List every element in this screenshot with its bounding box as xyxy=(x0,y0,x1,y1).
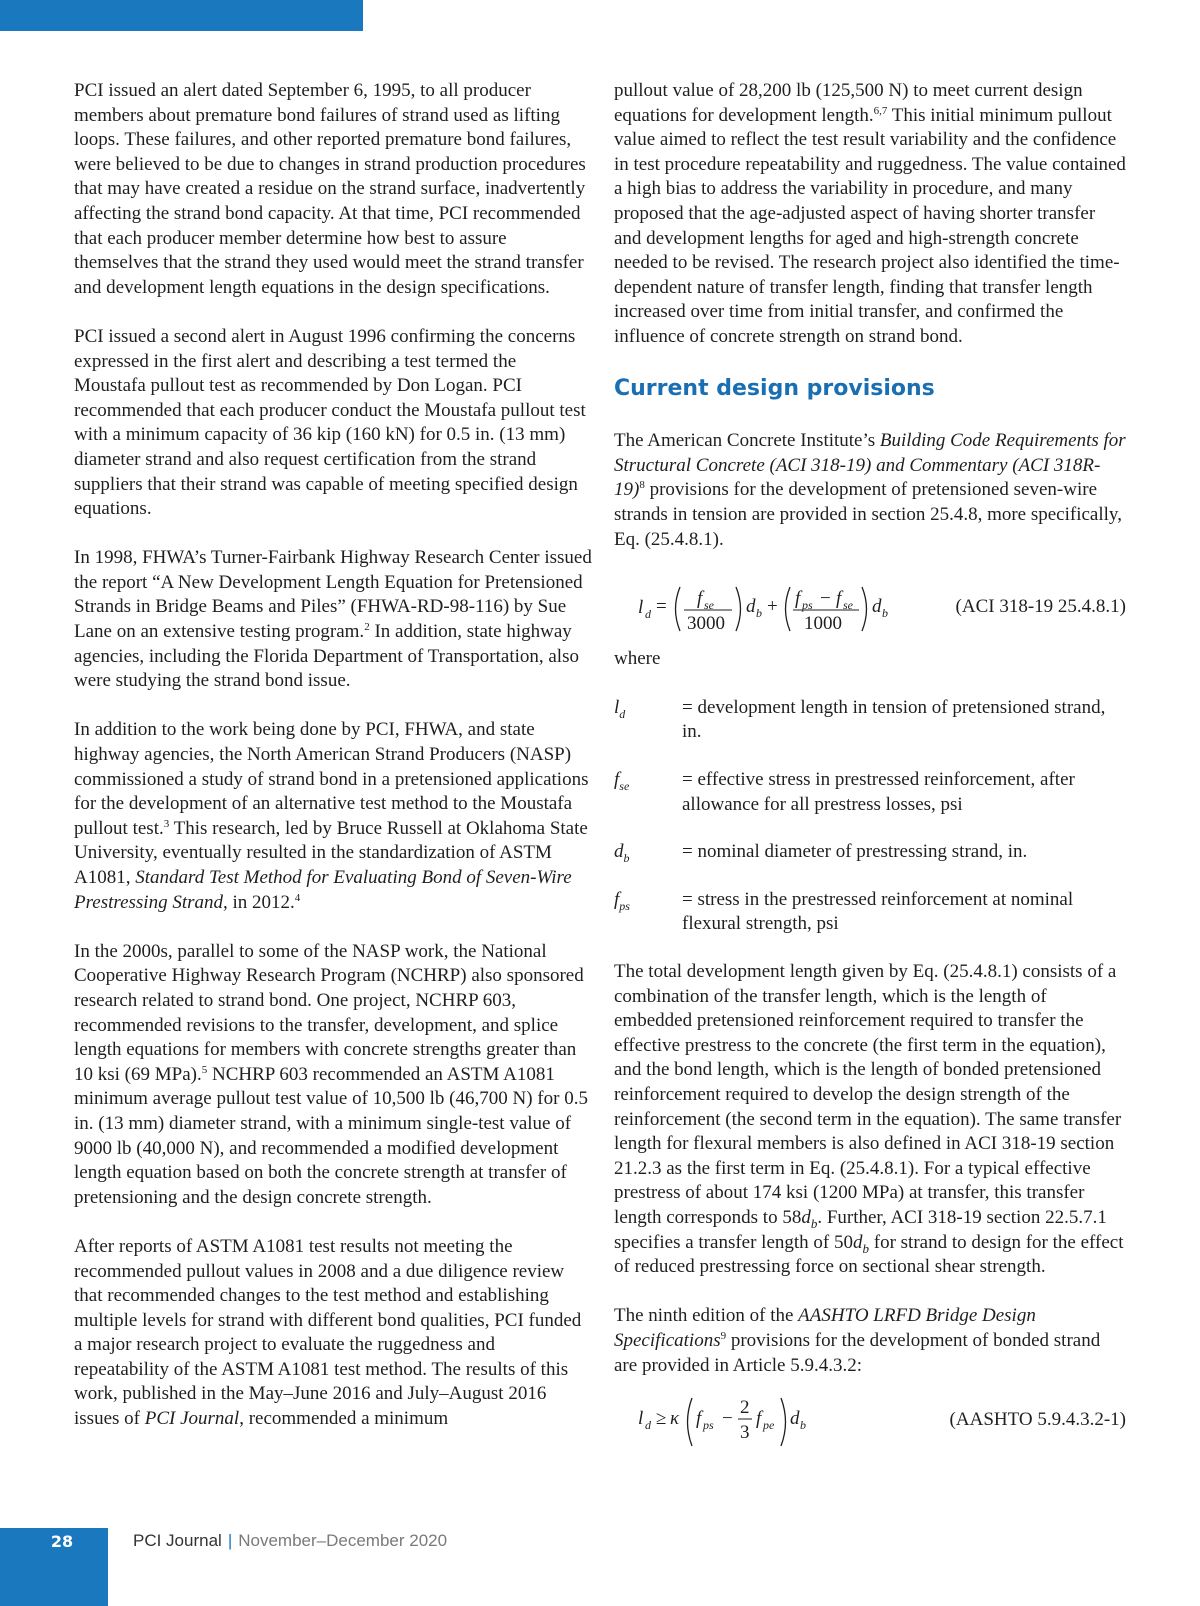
eq2-lhs-sub: d xyxy=(645,1418,651,1433)
where-label: where xyxy=(614,647,661,669)
code-title: Building Code Requirements for Structural Concrete (ACI 318-19) and Commentary (ACI 318R-19) xyxy=(614,430,1126,501)
eq-t1-den: 3000 xyxy=(687,612,725,634)
paragraph xyxy=(74,546,592,694)
text: The total development length given by Eq. (25.4.8.1) consists of a combination of the transfer length, which is the length of embedded pretensioned reinforcement required to transfer the effective prestress to the concrete (the first term in the equation), and the bond length, which is the length of bonded pretensioned reinforcement required to develop the design strength of the reinforcement (the second term in the equation). The same transfer length for flexural members is also defined in ACI 318-19 section 21.2.3 as the first term in Eq. (25.4.8.1). For a typical effective prestress of about 174 ksi (1200 MPa) at transfer, this transfer length corresponds to 58 xyxy=(614,961,1122,1228)
definition-symbol: $f_{se}$ xyxy=(614,769,630,794)
definition-item xyxy=(614,888,1126,937)
equation-label: (AASHTO 5.9.4.3.2-1) xyxy=(949,1409,1126,1431)
paragraph: PCI issued a second alert in August 1996 confirming the concerns expressed in the first alert and describing a test termed the Moustafa pullout test as recommended by Don Logan. PCI recommended that each producer conduct the Moustafa pullout test with a minimum capacity of 36 kip (160 kN) for 0.5 in. (13 mm) diameter strand and also request certification from the strand suppliers that their strand was capable of meeting specified design equations. xyxy=(74,325,586,520)
text: The American Concrete Institute’s xyxy=(614,430,880,452)
journal-title: PCI Journal xyxy=(144,1408,240,1430)
page-number: 28 xyxy=(50,1532,74,1551)
text: In addition to the work being done by PCI, FHWA, and state highway agencies, the North American Strand Producers (NASP) commissioned a study of strand bond in a pretensioned applications for the development of an alternative test method to the Moustafa pullout test. xyxy=(74,719,589,839)
symbol-sub: b xyxy=(810,1215,818,1231)
eq-plus: + xyxy=(767,595,778,617)
reference-number: 8 xyxy=(639,479,645,492)
text: . Further, ACI 318-19 section 22.5.7.1 specifies a transfer length of 50 xyxy=(614,1206,1107,1253)
text: pullout value of 28,200 lb (125,500 N) to meet current design equations for development length. xyxy=(614,80,1083,126)
standard-title: Standard Test Method for Evaluating Bond of Seven-Wire Prestressing Strand xyxy=(74,867,572,913)
eq-lhs: l xyxy=(638,596,644,618)
text: The ninth edition of the xyxy=(614,1305,799,1327)
reference-number: 2 xyxy=(364,621,370,634)
eq-t2-num-a-sub: ps xyxy=(802,597,813,612)
footer-publication xyxy=(133,1531,447,1551)
text: In the 2000s, parallel to some of the NASP work, the National Cooperative Highway Research Program (NCHRP) also sponsored research related to strand bond. One project, NCHRP 603, recommended revisions to the transfer, development, and splice length equations for members with concrete strengths greater than 10 ksi (69 MPa). xyxy=(74,940,584,1085)
eq2-frac-den: 3 xyxy=(740,1422,750,1444)
issue-date: November–December 2020 xyxy=(238,1531,448,1550)
paragraph: PCI issued an alert dated September 6, 1995, to all producer members about premature bond failures of strand used as lifting loops. These failures, and other reported premature bond failures, were believed to be due to changes in strand production procedures that may have created a residue on the strand surface, inadvertently affecting the strand bond capacity. At that time, PCI recommended that each producer member determine how best to assure themselves that the strand they used would meet the strand transfer and development length equations in the design specifications. xyxy=(74,80,586,298)
eq-db: d xyxy=(746,595,756,617)
eq-t2-den: 1000 xyxy=(804,612,842,634)
symbol-sub: b xyxy=(862,1240,869,1256)
eq2-fpe: f xyxy=(756,1408,762,1430)
eq2-fps: f xyxy=(696,1408,702,1430)
symbol: d xyxy=(801,1206,811,1228)
paragraph xyxy=(614,1304,1126,1378)
reference-number: 5 xyxy=(201,1063,208,1076)
eq-t2-num-a: f xyxy=(795,587,801,609)
eq-t1-num-sub: se xyxy=(704,597,714,612)
eq-minus: − xyxy=(820,587,831,609)
definition-text: = effective stress in prestressed reinforcement, after allowance for all prestress losses, psi xyxy=(682,769,1075,815)
text: provisions for the development of bonded strand are provided in Article 5.9.4.3.2: xyxy=(614,1329,1101,1376)
definition-symbol: $f_{ps}$ xyxy=(614,888,630,913)
eq-t1-num: f xyxy=(697,587,703,609)
reference-number: 9 xyxy=(720,1329,727,1342)
equation-aashto xyxy=(614,1386,1126,1456)
eq2-db: d xyxy=(790,1408,800,1430)
text: , in 2012. xyxy=(223,891,295,913)
eq-db-sub: b xyxy=(882,605,888,620)
definition-text: = nominal diameter of prestressing strand, in. xyxy=(682,841,1028,863)
top-accent-bar xyxy=(0,0,363,31)
text: NCHRP 603 recommended an ASTM A1081 minimum average pullout test value of 10,500 lb (46,700 N) for 0.5 in. (13 mm) diameter strand, with a minimum single-test value of 9000 lb (40,000 N), and recommended a modified development length equation based on both the concrete strength at transfer of pretensioning and the design concrete strength. xyxy=(74,1063,588,1208)
eq2-kappa: κ xyxy=(670,1408,680,1430)
eq2-fpe-sub: pe xyxy=(763,1418,775,1433)
paragraph xyxy=(74,940,592,1211)
text: In addition, state highway agencies, including the Florida Department of Transportation, also were studying the strand bond issue. xyxy=(74,621,579,692)
equation-aci-graphic xyxy=(636,577,906,637)
footer-separator: | xyxy=(227,1531,233,1550)
eq2-db-sub: b xyxy=(800,1418,806,1433)
definition-item xyxy=(614,768,1126,817)
spec-title: AASHTO LRFD Bridge Design Specifications xyxy=(614,1305,1036,1351)
paren-right xyxy=(862,587,867,631)
equation-label: (ACI 318-19 25.4.8.1) xyxy=(955,595,1126,617)
eq-lhs-sub: d xyxy=(645,606,651,621)
paren-left xyxy=(688,1398,693,1446)
paragraph xyxy=(614,429,1126,552)
reference-number: 4 xyxy=(294,891,301,904)
left-column xyxy=(74,79,592,1456)
reference-number: 6,7 xyxy=(873,104,888,117)
reference-number: 3 xyxy=(163,817,170,830)
eq-db-sub: b xyxy=(756,605,762,620)
paren-right xyxy=(781,1398,786,1446)
definitions-list xyxy=(614,696,1126,937)
eq-equals: = xyxy=(656,595,667,617)
definition-text: = development length in tension of pretensioned strand, in. xyxy=(682,696,1106,743)
text: In 1998, FHWA’s Turner-Fairbank Highway Research Center issued the report “A New Development Length Equation for Pretensioned Strands in Bridge Beams and Piles” (FHWA-RD-98-116) by Sue Lane on an extensive testing program. xyxy=(74,547,592,643)
paren-left xyxy=(786,587,791,631)
paren-right xyxy=(736,587,741,631)
eq2-geq: ≥ xyxy=(656,1408,667,1430)
text: After reports of ASTM A1081 test results not meeting the recommended pullout values in 2008 and a due diligence review that recommended changes to the test method and establishing multiple levels for strand with different bond qualities, PCI funded a major research project to evaluate the ruggedness and repeatability of the ASTM A1081 test method. The results of this work, published in the May–June 2016 and July–August 2016 issues of xyxy=(74,1235,582,1430)
text: This initial minimum pullout value aimed to reflect the test result variability and the confidence in test procedure repeatability and ruggedness. The value contained a high bias to address the variability in procedure, and many proposed that the age-adjusted aspect of having shorter transfer and development lengths for aged and high-strength concrete needed to be revised. The research project also identified the time-dependent nature of transfer length, finding that transfer length increased over time from initial transfer, and confirmed the influence of concrete strength on strand bond. xyxy=(614,104,1126,347)
text: for strand to design for the effect of reduced prestressing force on sectional shear strength. xyxy=(614,1231,1124,1278)
definition-symbol: $l_d$ xyxy=(614,696,626,721)
equation-aci xyxy=(614,577,1126,637)
paragraph xyxy=(614,960,1126,1280)
paragraph xyxy=(614,79,1126,350)
eq-t2-num-b-sub: se xyxy=(843,597,853,612)
eq-t2-num-b: f xyxy=(836,587,842,609)
text: This research, led by Bruce Russell at Oklahoma State University, eventually resulted in the standardization of ASTM A1081, xyxy=(74,817,588,888)
definition-symbol: $d_b$ xyxy=(614,841,630,866)
eq2-minus: − xyxy=(722,1408,733,1430)
journal-name: PCI Journal xyxy=(133,1531,222,1550)
eq-db: d xyxy=(872,595,882,617)
text: , recommended a minimum xyxy=(239,1408,449,1430)
text: provisions for the development of pretensioned seven-wire strands in tension are provided in section 25.4.8, more specifically, Eq. (25.4.8.1). xyxy=(614,479,1122,550)
eq2-lhs: l xyxy=(638,1408,644,1430)
definition-item xyxy=(614,840,1126,865)
eq2-fps-sub: ps xyxy=(703,1418,714,1433)
paren-left xyxy=(676,587,681,631)
section-heading: Current design provisions xyxy=(614,376,935,402)
definition-item xyxy=(614,696,1126,745)
right-column xyxy=(614,79,1126,1456)
eq2-frac-num: 2 xyxy=(740,1397,750,1419)
paragraph xyxy=(74,1235,592,1432)
symbol: d xyxy=(853,1231,863,1253)
equation-aashto-graphic xyxy=(636,1386,836,1456)
definition-text: = stress in the prestressed reinforcement at nominal flexural strength, psi xyxy=(682,888,1074,935)
paragraph xyxy=(74,718,592,915)
